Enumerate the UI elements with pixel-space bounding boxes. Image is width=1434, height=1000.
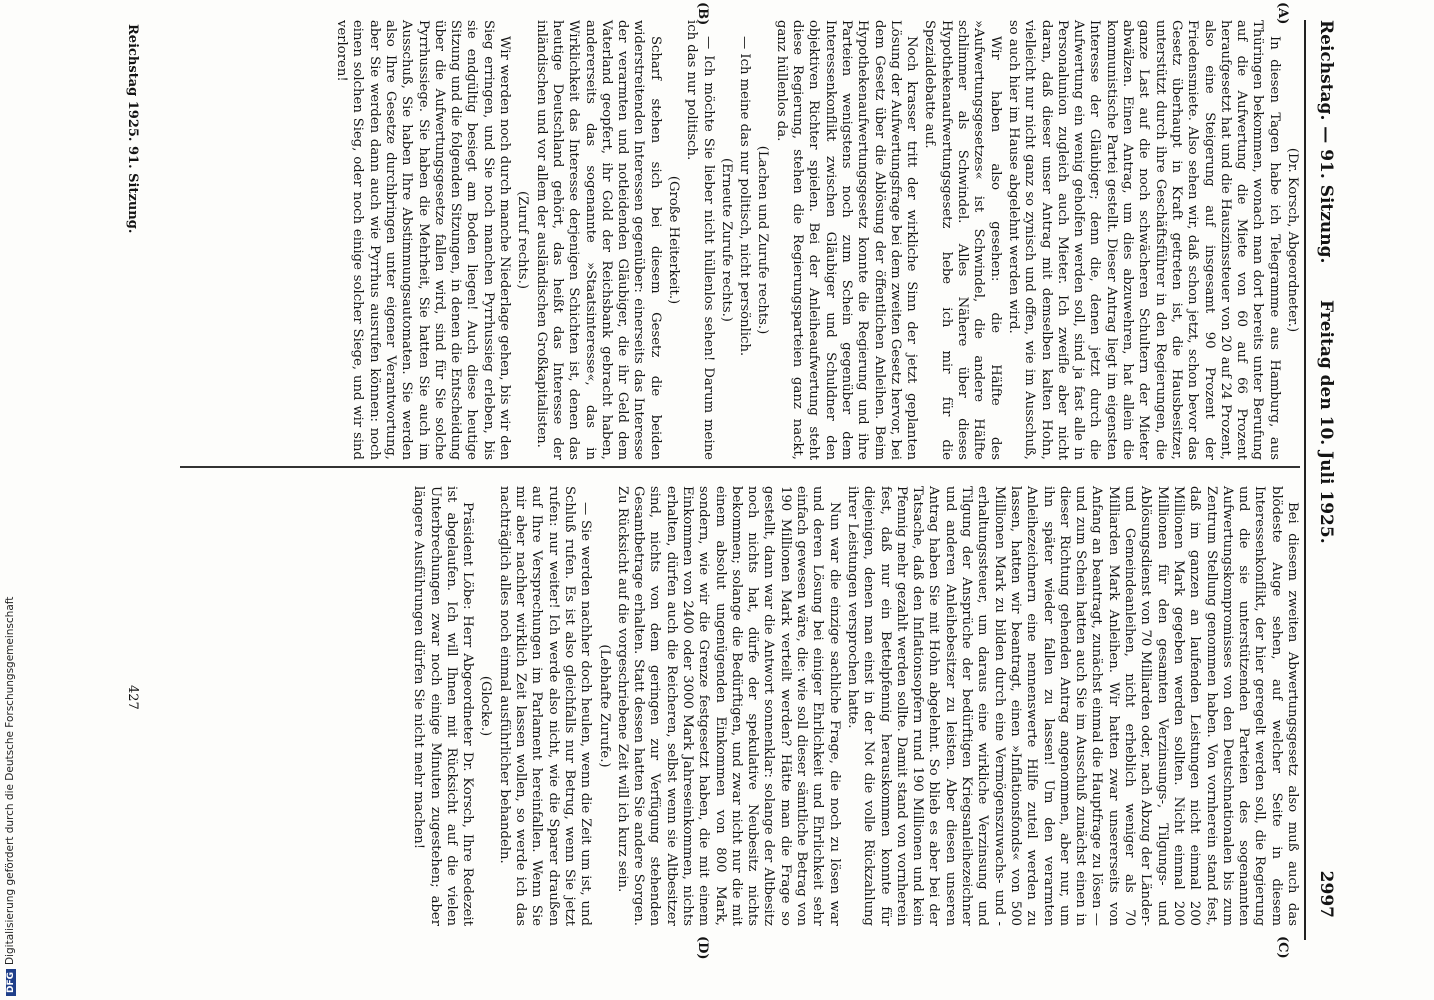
paragraph: (Lachen und Zurufe rechts.) — [755, 145, 771, 335]
margin-marker-a: (A) — [1275, 2, 1290, 25]
paragraph: — Ich meine das nur politisch, nicht persönlich. — [737, 36, 753, 357]
paragraph: Noch krasser tritt der wirkliche Sinn der jetzt geplanten Lösung der Aufwertungsfrage bei dem zweiten Gesetz hervor, bei dem Gesetz über die Ablösung der öffentlichen Anleihen. Beim Hypothekenaufwertungsgesetz konnte die Regierung und ihre Parteien wenigstens noch zum Schein gegenüber dem Interessenkonflikt zwischen Gläubiger und Schuldner den objektiven Richter spielen. Bei der Anleiheaufwertung steht diese Regierung, stehen die Regierungsparteien ganz nackt, ganz hüllenlos da. — [773, 20, 920, 460]
paragraph: (Lebhafte Zurufe.) — [596, 644, 612, 768]
margin-marker-c: (C) — [1275, 936, 1290, 959]
funding-imprint — [4, 6, 18, 996]
footer-page-number: 427 — [125, 685, 140, 710]
rotated-document-page — [88, 0, 1350, 960]
footer-session-label: Reichstag 1925. 91. Sitzung. — [125, 24, 140, 234]
paragraph: (Große Heiterkeit.) — [666, 175, 682, 305]
paragraph: — Ich möchte Sie lieber nicht hüllenlos sehen! Darum meine ich das nur politisch. — [684, 20, 716, 460]
paragraph: Nun war die einzige sachliche Frage, die noch zu lösen war und deren Lösung bei einiger Ehrlichkeit und Ehrlichkeit sehr einfach gewesen wäre, die: wie soll dieser sämtliche Betrag von 190 Millionen Mark verteilt werden? Hätte man die Frage so gestellt, dann war die Antwort sonnenklar: solange der Altbesitz noch nichts hat, dürfe der spekulative Neubesitz nichts bekommen; solange die Bedürftigen, und zwar nicht nur die mit einem absolut ungenügenden Einkommen von 800 Mark, sondern, wie wir die Grenze festgesetzt haben, die mit einem Einkommen von 2400 oder 3000 Mark Jahreseinkommen, nichts erhalten, dürfen auch die Reicheren, selbst wenn sie Altbesitzer sind, nichts von dem geringen zur Verfügung stehenden Gesamtbetrage erhalten. Statt dessen hatten Sie andere Sorgen. Zu Rücksicht auf die vorgeschriebene Zeit will ich kurz sein. — [614, 486, 842, 926]
paragraph: Bei diesem zweiten Abwertungsgesetz also muß auch das blödeste Auge sehen, auf welcher Seite in diesem Interessenkonflikt, der hier geregelt werden soll, die Regierung und die sie unterstützenden Parteien des sogenannten Aufwertungskompromisses von den Deutschnationalen bis zum Zentrum Stellung genommen haben. Von vornherein stand fest, daß im ganzen an laufenden Leistungen nicht einmal 200 Millionen Mark gegeben werden sollten. Nicht einmal 200 Millionen für den gesamten Verzinsungs-, Tilgungs- und Ablösungsdienst von 70 Milliarden oder, nach Abzug der Länder- und Gemeindeanleihen, nicht erheblich weniger als 70 Milliarden Mark Anleihen. Wir hatten zwar unsererseits von Anfang an beantragt, zunächst einmal die Hauptfrage zu lösen — und zum Schein hatten auch Sie im Ausschuß zunächst einen in dieser Richtung gehenden Antrag angenommen, aber nur, um ihn später wieder fallen zu lassen! Um den verarmten Anleihezeichnern eine nennenswerte Hilfe zuteil werden zu lassen, hatten wir beantragt, einen »Inflationsfonds« von 500 Millionen Mark zu bilden durch eine Vermögenszuwachs- und -erhaltungssteuer, um daraus eine wirkliche Verzinsung und Tilgung der Ansprüche der bedürftigen Kriegsanleihezeichner und anderen Anleihebesitzer zu leisten. Aber diesen unseren Antrag haben Sie mit Hohn abgelehnt. So blieb es aber bei der Tatsache, daß den Inflationsopfern rund 190 Millionen und kein Pfennig mehr gezahlt werden sollte. Damit stand von vornherein fest, daß nur ein Bettelpfennig herauskommen konnte für diejenigen, denen man einst in der Not die volle Rückzahlung ihrer Leistungen versprochen hatte. — [844, 486, 1300, 926]
dfg-logo-icon: DFG — [6, 969, 16, 996]
column-divider — [180, 466, 1300, 468]
paragraph: Wir werden noch durch manche Niederlage gehen, bis wir den Sieg erringen, und Sie noch manchen Pyrrhussieg erleben, bis sie endgültig besiegt am Boden liegen! Auch diese heutige Sitzung und die folgenden Sitzungen, in denen die Entscheidung über die Aufwertungsgesetze fallen wird, sind für Sie solche Pyrrhussiege. Sie haben die Mehrheit, Sie hatten Sie auch im Ausschuß, Sie haben Ihre Abstimmungsautomaten. Sie werden also Ihre Gesetze durchbringen unter eigener Verantwortung, aber Sie werden dann auch wie Pyrrhus ausrufen können: noch einen solchen Sieg, oder noch einige solcher Siege, und wir sind verloren! — [334, 20, 513, 460]
running-header-page-number: 2997 — [1316, 870, 1336, 918]
paragraph: — Sie werden nachher doch heulen, wenn die Zeit um ist, und Schluß rufen. Es ist also gleichfalls nur Betrug, wenn Sie jetzt rufen: nur weiter! Ich werde also nicht, wie die Sparer draußen auf Ihre Versprechungen im Parlament hereinfallen. Wenn Sie mir aber nachher wirklich Zeit lassen wollen, so werde ich das nachträglich alles noch einmal ausführlicher behandeln. — [496, 486, 594, 926]
margin-marker-b: (B) — [695, 2, 710, 26]
paragraph: In diesen Tagen habe ich Telegramme aus Hamburg, aus Thüringen bekommen, wonach man dort bereits unter Berufung auf die Aufwertung die Miete von 60 auf 66 Prozent heraufgesetzt hat und die Hauszinssteuer von 20 auf 24 Prozent, also eine Steigerung auf insgesamt 90 Prozent der Friedensmiete. Also sehen wir, daß schon jetzt, schon bevor das Gesetz überhaupt in Kraft getreten ist, die Hausbesitzer, unterstützt durch ihre Geschäftsführer in den Regierungen, die ganze Last auf die noch schwächeren Schultern der Mieter abwälzen. Einen Antrag, um dies abzuwehren, hat allein die kommunistische Partei gestellt. Dieser Antrag liegt im eigensten Interesse der Gläubiger; denn die, denen jetzt durch die Aufwertung ein wenig geholfen werden soll, sind ja fast alle in Personalunion zugleich auch Mieter. Ich zweifle aber nicht daran, daß dieser unser Antrag mit demselben kalten Hohn, vielleicht nur nicht ganz so zynisch und offen, wie im Ausschuß, so auch hier im Hause abgelehnt werden wird. — [1005, 20, 1282, 460]
paragraph: Präsident Löbe: Herr Abgeordneter Dr. Korsch, Ihre Redezeit ist abgelaufen. Ich will Ihnen mit Rücksicht auf die vielen Unterbrechungen zwar noch einige Minuten zugestehen; aber längere Ausführungen dürfen Sie nicht mehr machen! — [411, 486, 476, 926]
header-rule — [1304, 20, 1306, 940]
running-header-title: Reichstag. — 91. Sitzung. — [1316, 20, 1336, 264]
left-text-column — [331, 20, 1300, 460]
paragraph: (Dr. Korsch, Abgeordneter.) — [1285, 147, 1300, 333]
paragraph: Scharf stehen sich bei diesem Gesetz die beiden widerstreitenden Interessen gegenüber: einerseits das Interesse der verarmten und notleidenden Gläubiger, die ihr Geld dem Vaterland geopfert, ihr Gold der Reichsbank gebracht haben, andererseits das sogenannte »Staatsinteresse«, das in Wirklichkeit das Interesse derjenigen Schichten ist, denen das heutige Deutschland gehört, das heißt das Interesse der inländischen und vor allem der ausländischen Großkapitalisten. — [533, 20, 663, 460]
paragraph: Wir haben also gesehen: die Hälfte des »Aufwertungsgesetzes« ist Schwindel, die andere Hälfte schlimmer als Schwindel. Alles Nähere über dieses Hypothekenaufwertungsgesetz hebe ich mir für die Spezialdebatte auf. — [922, 20, 1003, 460]
paragraph: (Zuruf rechts.) — [515, 190, 531, 290]
right-text-column — [408, 486, 1300, 926]
running-header-date: Freitag den 10. Juli 1925. — [1316, 300, 1336, 544]
paragraph: (Glocke.) — [478, 675, 494, 737]
margin-marker-d: (D) — [695, 936, 710, 960]
paragraph: (Erneute Zurufe rechts.) — [718, 158, 734, 322]
imprint-text: Digitalisierung gefördert durch die Deutsche Forschungsgemeinschaft — [4, 596, 16, 965]
